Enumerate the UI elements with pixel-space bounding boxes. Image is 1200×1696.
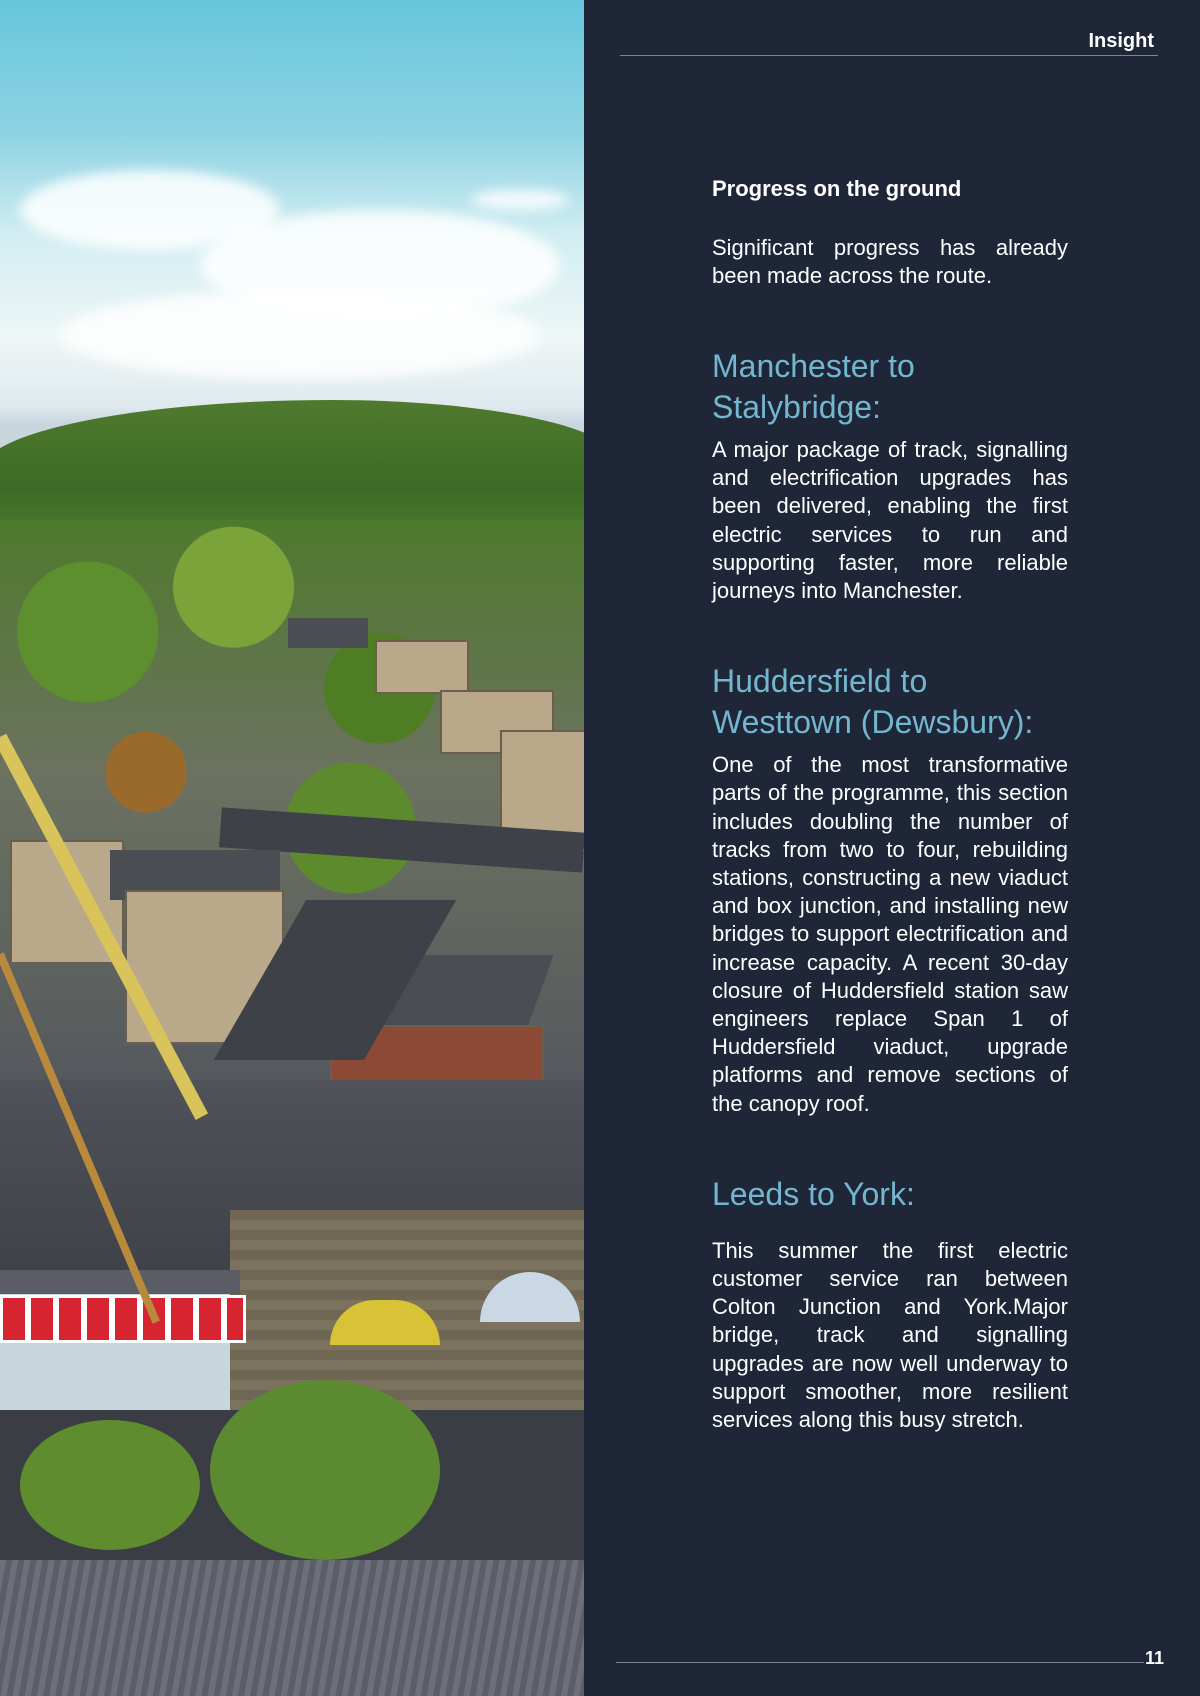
bottom-divider — [616, 1662, 1144, 1663]
section-heading: Huddersfield to Westtown (Dewsbury): — [712, 663, 1034, 741]
section-body: This summer the first electric customer service ran between Colton Junction and York.Major bridge, track and signalling upgrades are now well underway to support smoother, more resilient services along this busy stretch. — [712, 1237, 1068, 1433]
article-content — [712, 174, 1068, 1434]
section-body: A major package of track, signalling and electrification upgrades has been delivered, enabling the first electric services to run and supporting faster, more reliable journeys into Manchester. — [712, 437, 1068, 604]
section-label: Insight — [1088, 30, 1154, 52]
section-manchester-stalybridge — [712, 346, 1068, 605]
top-divider — [620, 55, 1158, 56]
article-intro: Significant progress has already been made across the route. — [712, 235, 1068, 288]
page-number: 11 — [1144, 1648, 1164, 1668]
section-huddersfield-westtown — [712, 661, 1068, 1118]
aerial-photo — [0, 0, 584, 1696]
section-heading: Manchester to Stalybridge: — [712, 348, 915, 425]
article-subheading: Progress on the ground — [712, 176, 962, 201]
section-heading: Leeds to York: — [712, 1175, 915, 1212]
section-body: One of the most transformative parts of the programme, this section includes doubling the number of tracks from two to four, rebuilding stations, constructing a new viaduct and box junction, and installing new bridges to support electrification and increase capacity. A recent 30-day closure of Huddersfield station saw engineers replace Span 1 of Huddersfield viaduct, upgrade platforms and remove sections of the canopy roof. — [712, 752, 1068, 1116]
text-panel — [584, 0, 1200, 1696]
section-leeds-york — [712, 1174, 1068, 1434]
